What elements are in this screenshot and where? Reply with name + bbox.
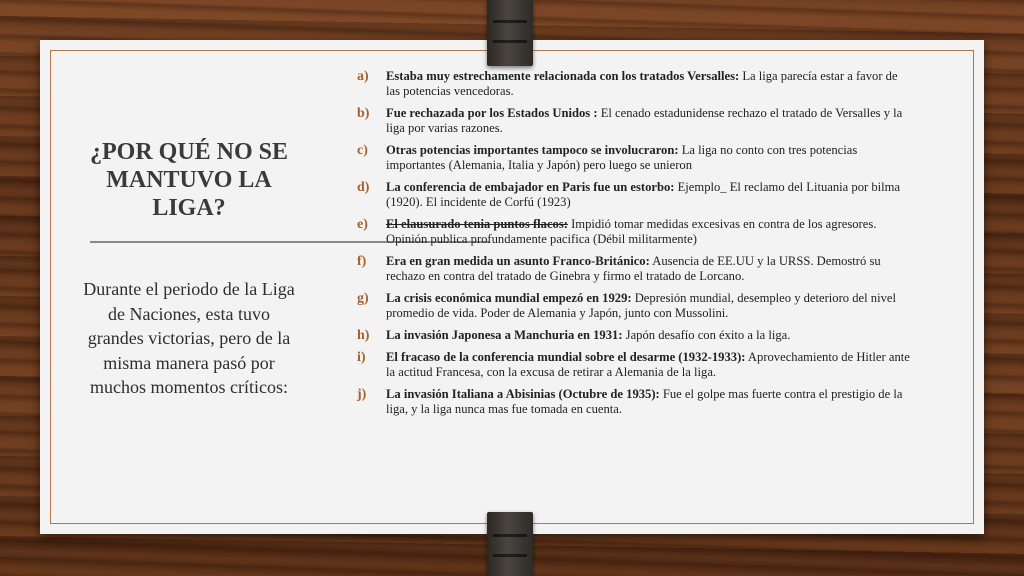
list-item — [354, 254, 914, 284]
list-item — [354, 69, 914, 99]
item-letter: d) — [357, 180, 370, 195]
item-letter: e) — [357, 217, 368, 232]
list-item — [354, 350, 914, 380]
item-body: Depresión mundial, desempleo y deterioro del nivel promedio de vida. Poder de Alemania y Japón, junto con Mussolini. — [386, 291, 896, 320]
clip-notch — [493, 40, 527, 43]
item-heading: La invasión Japonesa a Manchuria en 1931: — [386, 328, 623, 342]
list-item — [354, 217, 914, 247]
item-heading: El elausurado tenia puntos flacos: — [386, 217, 568, 231]
item-body: Impidió tomar medidas excesivas en contra de los agresores. Opinión publica profundamente pacifica (Débil militarmente) — [386, 217, 877, 246]
clip-notch — [493, 20, 527, 23]
item-body: Ejemplo_ El reclamo del Lituania por bilma (1920). El incidente de Corfú (1923) — [386, 180, 901, 209]
item-heading: El fracaso de la conferencia mundial sobre el desarme (1932-1933): — [386, 350, 746, 364]
list-item — [354, 328, 914, 343]
item-heading: Otras potencias importantes tampoco se involucraron: — [386, 143, 679, 157]
binder-clip-bottom — [487, 512, 533, 576]
item-body: Japón desafío con éxito a la liga. — [622, 328, 791, 342]
binder-clip-top — [487, 0, 533, 66]
intro-text: Durante el periodo de la Liga de Naciones, esta tuvo grandes victorias, pero de la misma manera pasó por muchos momentos críticos: — [83, 279, 295, 397]
item-body: Aprovechamiento de Hitler ante la actitud Francesa, con la excusa de retirar a Alemania de la liga. — [386, 350, 910, 379]
item-letter: c) — [357, 143, 368, 158]
clip-notch — [493, 554, 527, 557]
list-item — [354, 291, 914, 321]
item-heading: La conferencia de embajador en Paris fue un estorbo: — [386, 180, 675, 194]
item-letter: b) — [357, 106, 370, 121]
item-body: La liga parecía estar a favor de las potencias vencedoras. — [386, 69, 898, 98]
item-letter: i) — [357, 350, 366, 365]
item-letter: j) — [357, 387, 367, 402]
item-heading: Fue rechazada por los Estados Unidos : — [386, 106, 598, 120]
slide-title: ¿POR QUÉ NO SE MANTUVO LA LIGA? — [89, 139, 289, 221]
list-item — [354, 387, 914, 417]
item-body: Ausencia de EE.UU y la URSS. Demostró su rechazo en contra del tratado de Ginebra y firmo el tratado de Lorcano. — [386, 254, 881, 283]
item-body: El cenado estadunidense rechazo el tratado de Versalles y la liga por varias razones. — [386, 106, 903, 135]
item-letter: g) — [357, 291, 369, 306]
item-letter: h) — [357, 328, 370, 343]
item-body: La liga no conto con tres potencias importantes (Alemania, Italia y Japón) pero luego se unieron — [386, 143, 858, 172]
list-item — [354, 180, 914, 210]
item-letter: f) — [357, 254, 367, 269]
item-heading: La crisis económica mundial empezó en 1929: — [386, 291, 632, 305]
item-heading: Estaba muy estrechamente relacionada con los tratados Versalles: — [386, 69, 740, 83]
list-item — [354, 143, 914, 173]
item-heading: La invasión Italiana a Abisinias (Octubre de 1935): — [386, 387, 660, 401]
title-block — [80, 138, 298, 222]
item-letter: a) — [357, 69, 369, 84]
item-body: Fue el golpe mas fuerte contra el prestigio de la liga, y la liga nunca mas fue tomada en cuenta. — [386, 387, 903, 416]
list-item — [354, 106, 914, 136]
item-heading: Era en gran medida un asunto Franco-Británico: — [386, 254, 650, 268]
reasons-list — [354, 69, 914, 424]
clip-notch — [493, 534, 527, 537]
